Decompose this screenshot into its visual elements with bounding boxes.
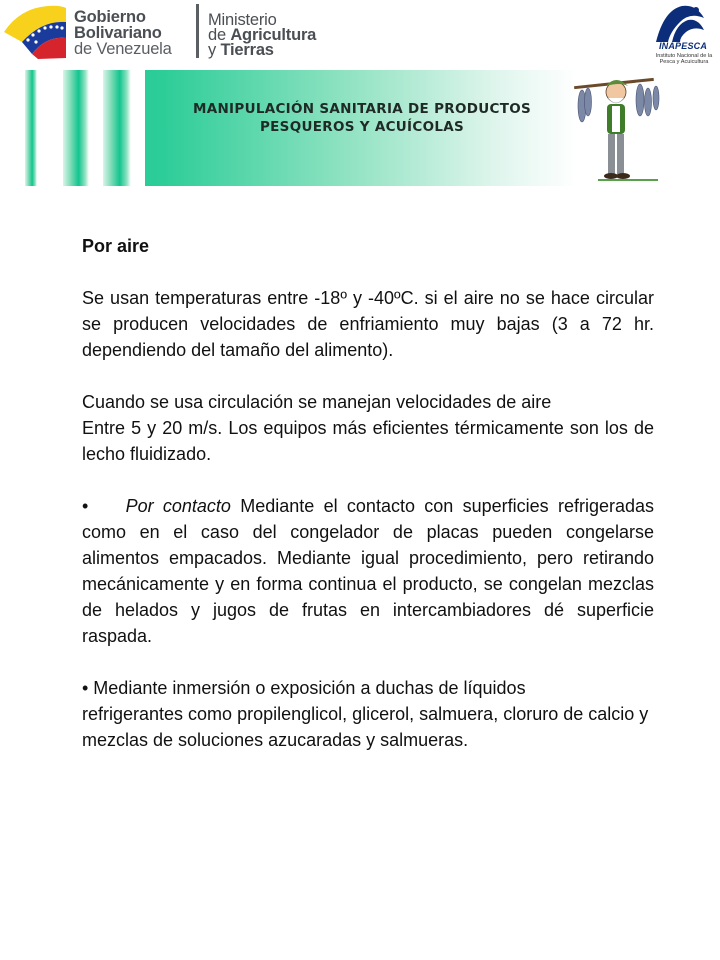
- bullet-marker: •: [82, 496, 89, 516]
- bullet-contact-text: Mediante el contacto con superficies refrigeradas como en el caso del congelador de placas pueden congelarse alimentos empacados. Mediante igual procedimiento, pero retirando mecánicamente y en forma continua el producto, se congelan mezclas de helados y jugos de frutas en intercambiadores dé superficie raspada.: [82, 496, 654, 646]
- ministry-line3-prefix: y: [208, 41, 221, 59]
- page-title: [147, 100, 577, 136]
- bullet-immersion-line1: • Mediante inmersión o exposición a duchas de líquidos: [82, 678, 526, 698]
- banner-stripe: [25, 70, 37, 186]
- venezuela-flag-icon: [2, 2, 68, 60]
- ministry-line1: Ministerio: [208, 11, 277, 29]
- government-name: [74, 9, 172, 57]
- paragraph-air-temperatures: Se usan temperaturas entre -18º y -40ºC. si el aire no se hace circular se producen velocidades de enfriamiento muy bajas (3 a 72 hr. dependiendo del tamaño del alimento).: [82, 288, 654, 360]
- gov-line1: Gobierno: [74, 8, 146, 26]
- section-heading: Por aire: [82, 236, 150, 256]
- inapesca-name: INAPESCA: [658, 41, 708, 51]
- inapesca-subtitle-line2: Pesca y Acuicultura: [659, 59, 709, 66]
- bullet-immersion: refrigerantes como propilenglicol, glicerol, salmuera, cloruro de calcio y mezclas de soluciones azucaradas y salmueras.: [82, 704, 649, 750]
- title-line1: MANIPULACIÓN SANITARIA DE PRODUCTOS: [192, 101, 532, 117]
- title-line2: PESQUEROS Y ACUÍCOLAS: [259, 119, 465, 135]
- ministry-line2-bold: Agricultura: [230, 26, 317, 44]
- bullet-contact: [82, 493, 654, 649]
- inapesca-subtitle: [652, 53, 716, 66]
- main-content: [82, 233, 654, 753]
- bullet-contact-term: Por contacto: [125, 496, 231, 516]
- paragraph-air-circulation-line1: Cuando se usa circulación se manejan velocidades de aire: [82, 392, 552, 412]
- logo-divider: [196, 4, 199, 58]
- inapesca-subtitle-line1: Instituto Nacional de la: [655, 53, 713, 59]
- ministry-name: [208, 13, 316, 58]
- banner-stripe: [63, 70, 89, 186]
- banner-gap: [37, 70, 63, 186]
- ministry-line3-bold: Tierras: [220, 41, 274, 59]
- banner-stripe: [103, 70, 131, 186]
- gov-line3: de Venezuela: [74, 40, 172, 58]
- government-logo: [0, 0, 345, 64]
- title-banner: [25, 70, 577, 186]
- banner-gap: [131, 70, 145, 186]
- banner-gap: [89, 70, 103, 186]
- fisherman-illustration-icon: [574, 64, 660, 188]
- ministry-line3: [208, 43, 316, 58]
- ministry-line2-prefix: de: [208, 26, 231, 44]
- paragraph-air-circulation: Entre 5 y 20 m/s. Los equipos más eficientes térmicamente son los de lecho fluidizado.: [82, 418, 654, 464]
- gov-line2: Bolivariano: [74, 24, 162, 42]
